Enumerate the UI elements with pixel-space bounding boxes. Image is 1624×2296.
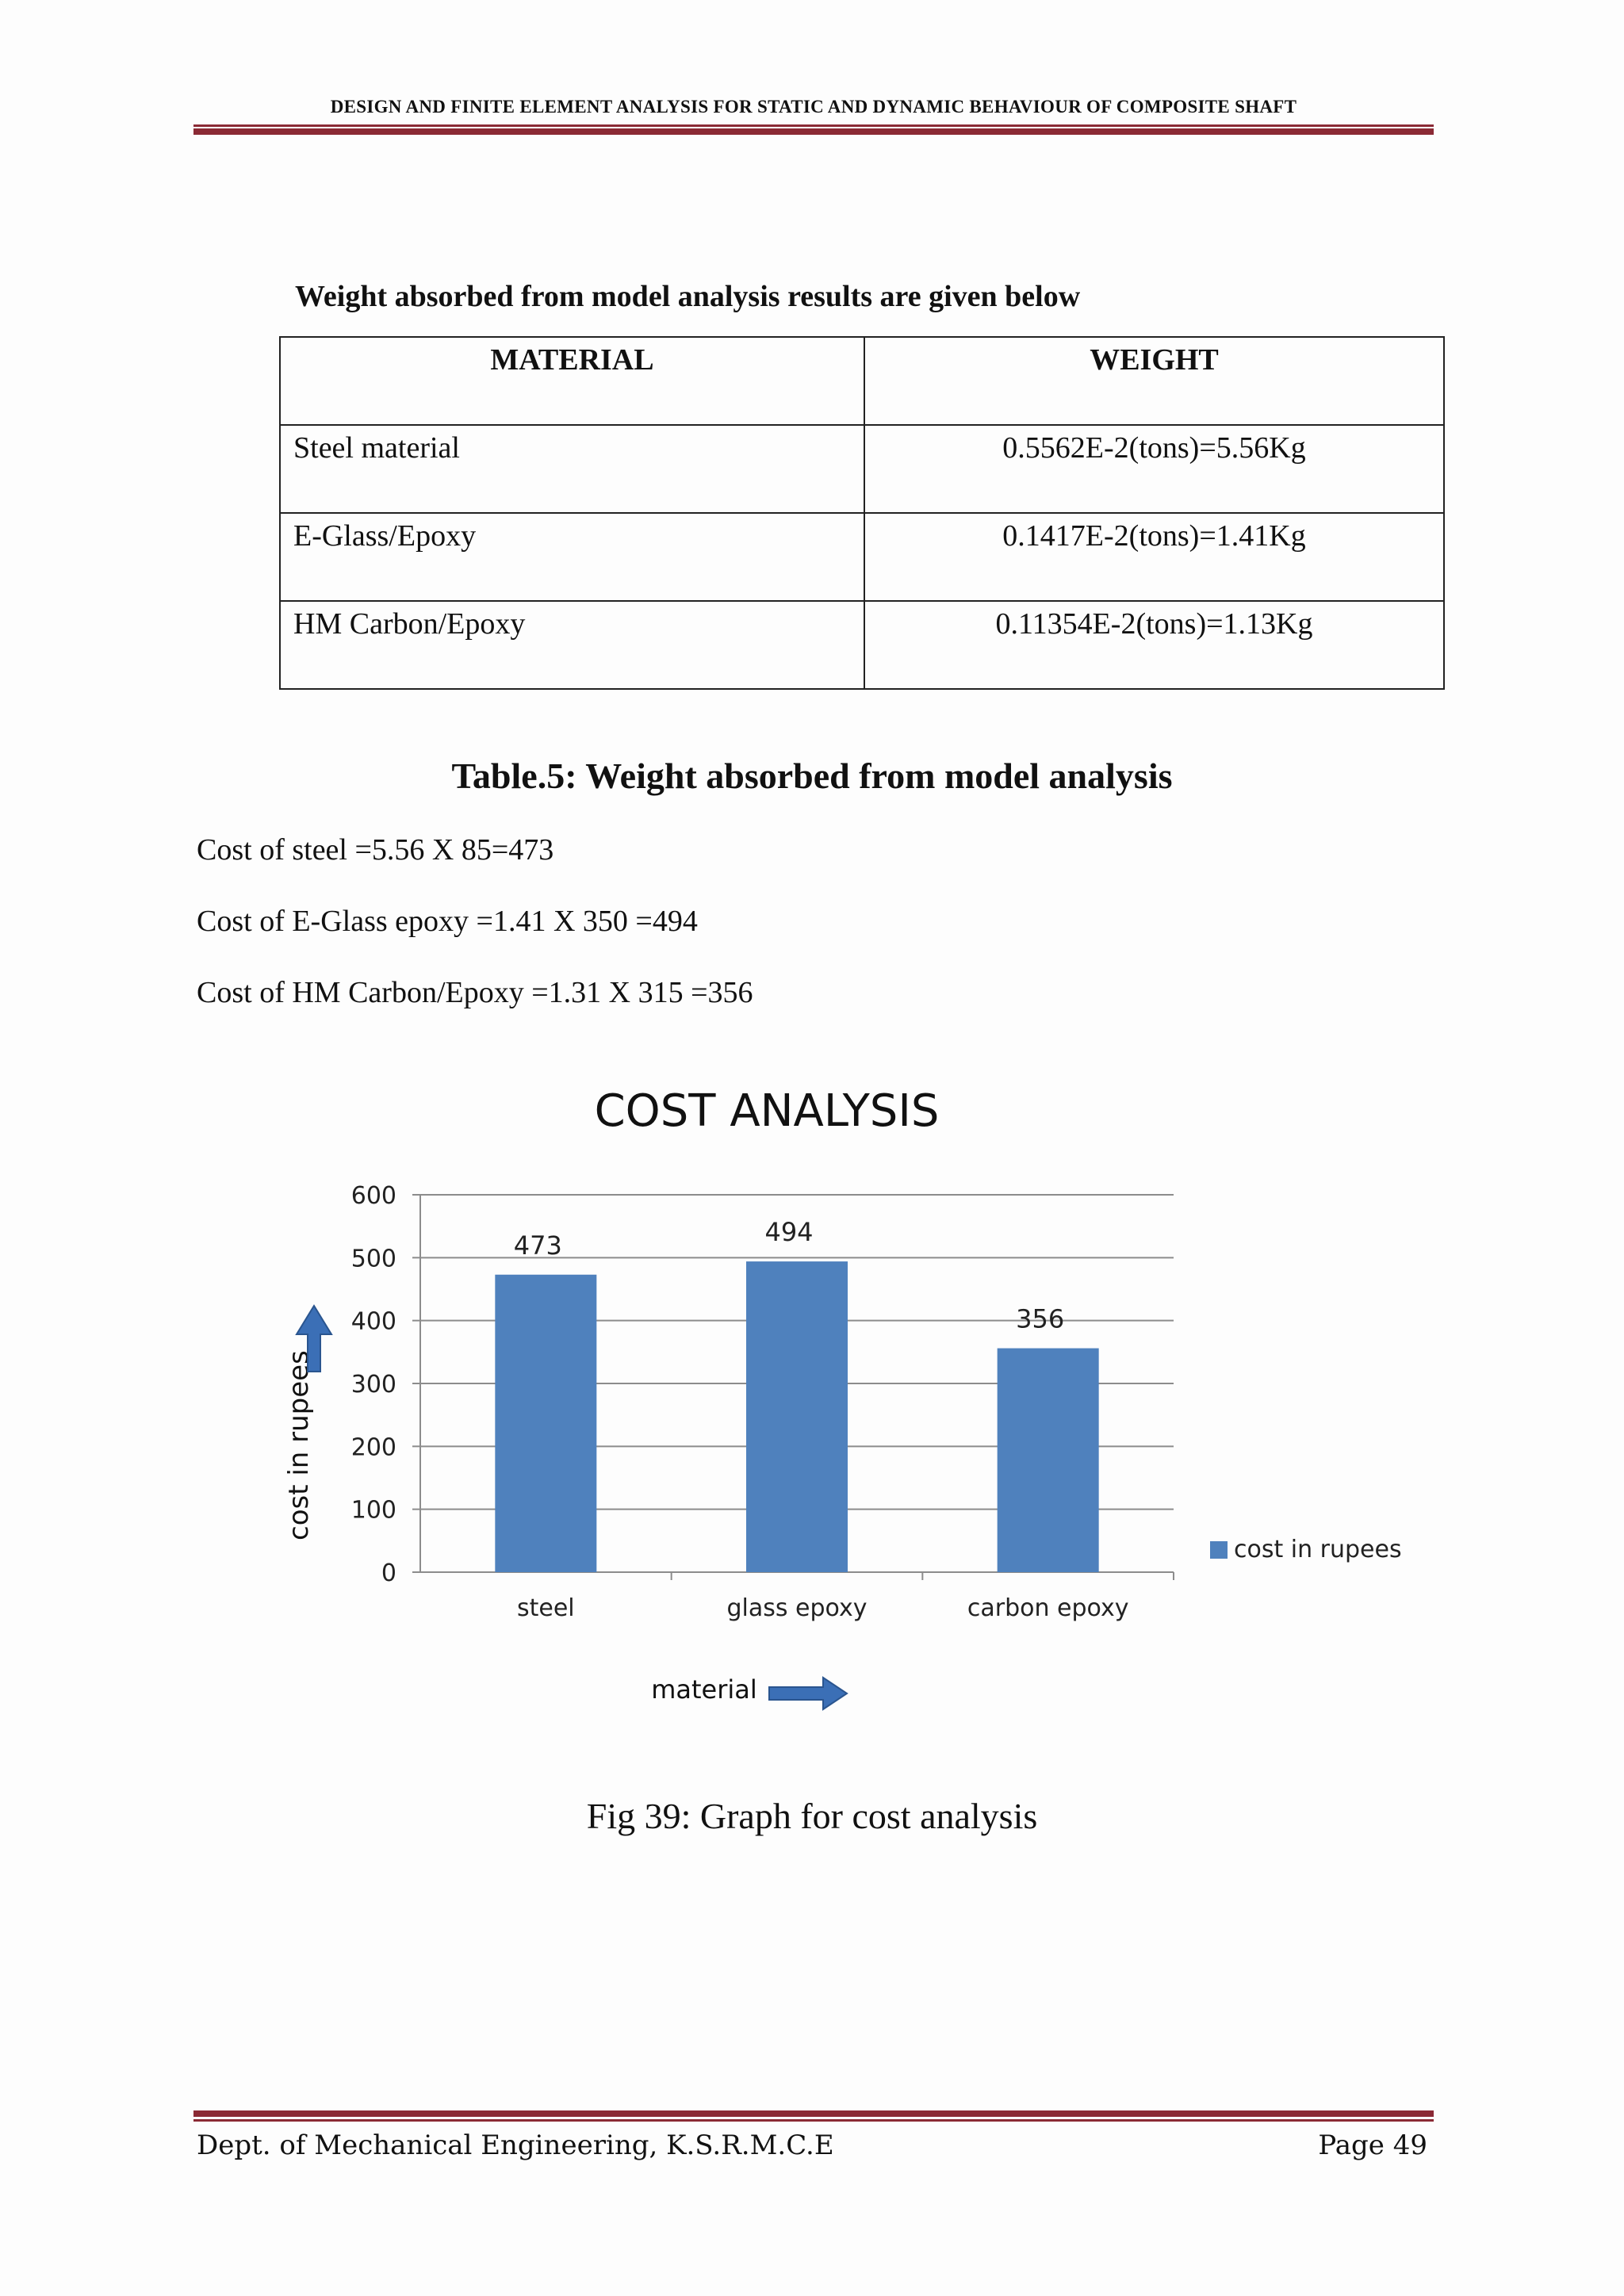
material-cell: E-Glass/Epoxy xyxy=(280,513,864,601)
weight-table xyxy=(279,336,1445,690)
y-tick-label: 200 xyxy=(350,1433,396,1462)
cost-line-steel: Cost of steel =5.56 X 85=473 xyxy=(197,833,554,867)
table-row xyxy=(280,513,1444,601)
header-rule-thick xyxy=(193,128,1434,135)
x-tick-label: steel xyxy=(517,1594,575,1622)
bar-carbon-epoxy xyxy=(998,1349,1099,1572)
data-label: 494 xyxy=(764,1217,814,1248)
y-tick-label: 0 xyxy=(381,1559,396,1587)
data-label: 473 xyxy=(513,1230,562,1261)
cost-line-carbon: Cost of HM Carbon/Epoxy =1.31 X 315 =356 xyxy=(197,976,753,1009)
x-axis-title: material xyxy=(651,1674,757,1705)
header-rule-thin xyxy=(193,124,1434,127)
y-tick-label: 300 xyxy=(350,1371,396,1399)
figure-caption: Fig 39: Graph for cost analysis xyxy=(586,1796,1038,1836)
bar-steel xyxy=(495,1275,596,1572)
chart-title: COST ANALYSIS xyxy=(594,1085,940,1137)
weight-cell: 0.1417E-2(tons)=1.41Kg xyxy=(864,513,1444,601)
table-intro: Weight absorbed from model analysis results are given below xyxy=(295,280,1081,313)
footer-page-number: Page 49 xyxy=(1318,2130,1427,2161)
footer-rule-thin xyxy=(193,2119,1434,2122)
cost-analysis-chart xyxy=(270,1070,1411,1728)
table-header-row xyxy=(280,337,1444,425)
y-tick-label: 100 xyxy=(350,1496,396,1525)
x-tick-label: carbon epoxy xyxy=(967,1594,1129,1622)
table-caption: Table.5: Weight absorbed from model analysis xyxy=(451,756,1173,796)
footer-department: Dept. of Mechanical Engineering, K.S.R.M.C.E xyxy=(197,2130,834,2161)
weight-cell: 0.11354E-2(tons)=1.13Kg xyxy=(864,601,1444,689)
y-tick-label: 600 xyxy=(350,1182,396,1210)
arrow-right-icon xyxy=(769,1678,847,1709)
column-header-material: MATERIAL xyxy=(280,337,864,425)
weight-cell: 0.5562E-2(tons)=5.56Kg xyxy=(864,425,1444,513)
bar-glass-epoxy xyxy=(746,1261,848,1572)
material-cell: HM Carbon/Epoxy xyxy=(280,601,864,689)
legend-label: cost in rupees xyxy=(1234,1536,1402,1563)
y-axis-title: cost in rupees xyxy=(283,1350,315,1540)
material-cell: Steel material xyxy=(280,425,864,513)
legend-swatch xyxy=(1210,1541,1228,1559)
y-tick-label: 500 xyxy=(350,1245,396,1273)
y-tick-label: 400 xyxy=(350,1307,396,1336)
footer-rule-thick xyxy=(193,2110,1434,2117)
column-header-weight: WEIGHT xyxy=(864,337,1444,425)
table-row xyxy=(280,425,1444,513)
x-tick-label: glass epoxy xyxy=(726,1594,868,1622)
data-label: 356 xyxy=(1016,1303,1065,1334)
table-row xyxy=(280,601,1444,689)
running-header: DESIGN AND FINITE ELEMENT ANALYSIS FOR STATIC AND DYNAMIC BEHAVIOUR OF COMPOSITE SHAFT xyxy=(330,97,1297,117)
cost-line-glass: Cost of E-Glass epoxy =1.41 X 350 =494 xyxy=(197,905,698,938)
